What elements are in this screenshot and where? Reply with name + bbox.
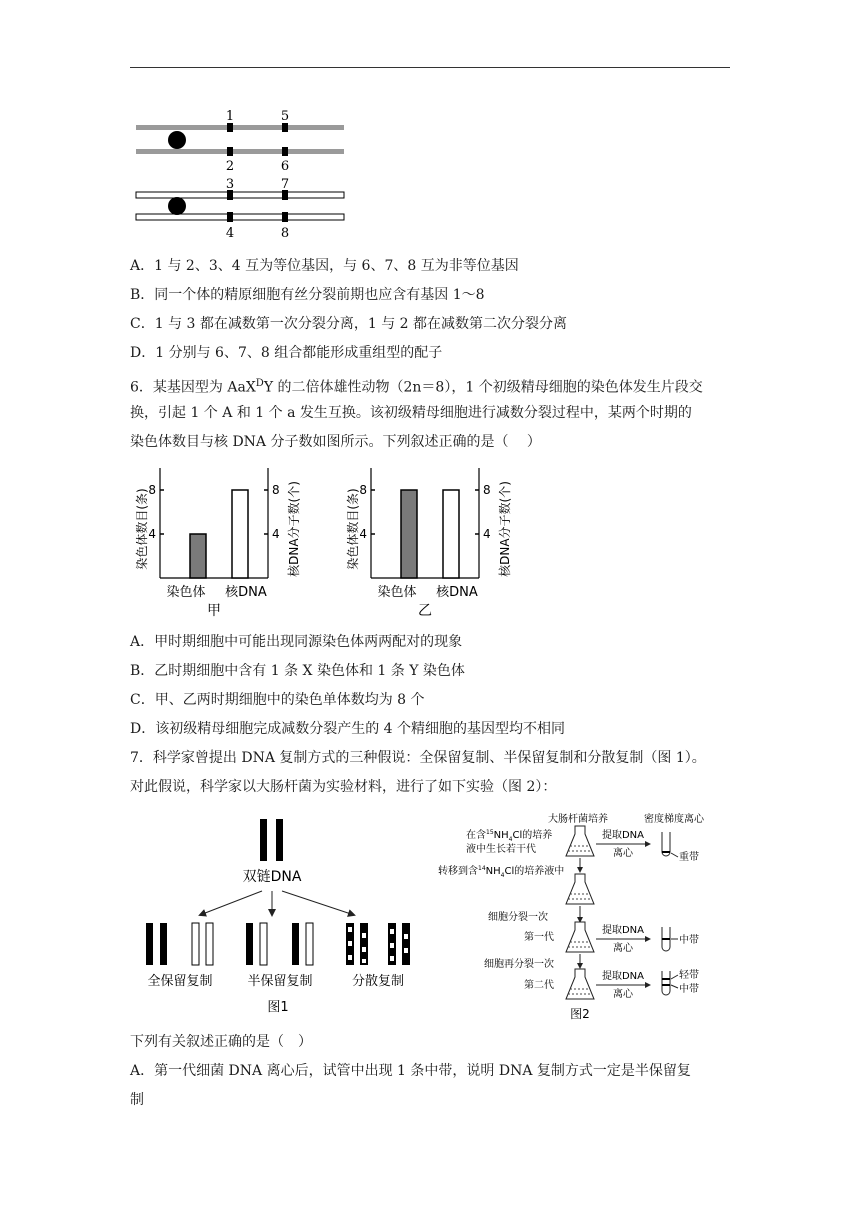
right-tick-label: 4 xyxy=(483,527,491,541)
gene-label-2: 2 xyxy=(225,159,235,174)
extract-label-2: 提取DNA xyxy=(601,925,645,936)
gene-label-3: 3 xyxy=(225,177,235,192)
q6-stem-line3: 染色体数目与核 DNA 分子数如图所示。下列叙述正确的是（ ） xyxy=(130,434,541,450)
bar-nuclear-dna xyxy=(232,490,248,578)
bar-chromosome xyxy=(401,490,417,578)
gene-label-4: 4 xyxy=(225,226,235,240)
q6-stem-line2: 换，引起 1 个 A 和 1 个 a 发生互换。该初级精母细胞进行减数分裂过程中，某两个时期的 xyxy=(130,405,692,421)
chart-title: 乙 xyxy=(418,603,432,619)
gene-label-7: 7 xyxy=(280,177,290,192)
figure-2-experiment xyxy=(438,808,728,1024)
figure-2-caption: 图2 xyxy=(570,1007,590,1021)
middle-band-label-2: 中带 xyxy=(679,984,699,995)
category-label: 核DNA xyxy=(225,585,267,600)
chart-title: 甲 xyxy=(207,603,221,619)
bar-chart-yi xyxy=(343,460,523,620)
extract-label-3: 提取DNA xyxy=(601,971,645,982)
right-axis-label: 核DNA分子数(个) xyxy=(287,481,301,577)
left-tick-label: 8 xyxy=(148,483,156,497)
gene-label-8: 8 xyxy=(280,226,290,240)
centrifuge-label-1: 离心 xyxy=(613,848,633,859)
row1-label-b: 液中生长若干代 xyxy=(466,844,536,855)
right-tick-label: 8 xyxy=(272,483,280,497)
left-axis-label: 染色体数目(条) xyxy=(346,488,360,570)
gene-label-6: 6 xyxy=(280,159,290,174)
figure-1-caption: 图1 xyxy=(267,1000,289,1015)
gene-label-1: 1 xyxy=(225,109,235,124)
chromosome-figure xyxy=(132,106,348,240)
right-tick-label: 8 xyxy=(483,483,491,497)
left-tick-label: 4 xyxy=(359,527,367,541)
right-axis-label: 核DNA分子数(个) xyxy=(498,481,512,577)
dispersive-label: 分散复制 xyxy=(351,974,405,989)
q5-option-b: B．同一个体的精原细胞有丝分裂前期也应含有基因 1～8 xyxy=(130,287,485,303)
centrifuge-label-2: 离心 xyxy=(613,943,633,954)
gene-label-5: 5 xyxy=(280,109,290,124)
centrifuge-label-3: 离心 xyxy=(613,989,633,1000)
left-axis-label: 染色体数目(条) xyxy=(135,488,149,570)
extract-label-1: 提取DNA xyxy=(601,830,645,841)
generation-1-label: 第一代 xyxy=(524,932,554,943)
q7-option-a-line1: A．第一代细菌 DNA 离心后，试管中出现 1 条中带，说明 DNA 复制方式一定是半保留复 xyxy=(130,1063,691,1079)
q5-option-a: A．1 与 2、3、4 互为等位基因，与 6、7、8 互为非等位基因 xyxy=(130,258,519,274)
header-centrifuge: 密度梯度离心 xyxy=(644,814,704,825)
q6-option-d: D．该初级精母细胞完成减数分裂产生的 4 个精细胞的基因型均不相同 xyxy=(130,721,566,737)
bar-chromosome xyxy=(190,534,206,578)
left-tick-label: 4 xyxy=(148,527,156,541)
right-tick-label: 4 xyxy=(272,527,280,541)
left-tick-label: 8 xyxy=(359,483,367,497)
divide-once-label: 细胞分裂一次 xyxy=(488,912,548,923)
divide-again-label: 细胞再分裂一次 xyxy=(484,959,554,970)
double-strand-dna-label: 双链DNA xyxy=(242,869,302,885)
header-rule xyxy=(130,67,730,68)
q6-option-b: B．乙时期细胞中含有 1 条 X 染色体和 1 条 Y 染色体 xyxy=(130,663,465,679)
semiconservative-label: 半保留复制 xyxy=(247,974,313,989)
middle-band-label-1: 中带 xyxy=(679,935,699,946)
category-label: 染色体 xyxy=(166,585,206,600)
q7-stem-line1: 7．科学家曾提出 DNA 复制方式的三种假说：全保留复制、半保留复制和分散复制（图 1）。 xyxy=(130,750,706,766)
row1-label-a: 在含$^{15}NH_4Cl$的培养 xyxy=(466,829,553,843)
q6-stem-line1: 6．某基因型为 AaX$^D$Y 的二倍体雄性动物（2n＝8），1 个初级精母细胞的染色体发生片段交 xyxy=(130,378,703,396)
q5-option-d: D．1 分别与 6、7、8 组合都能形成重组型的配子 xyxy=(130,345,443,361)
category-label: 核DNA xyxy=(436,585,478,600)
light-band-label: 轻带 xyxy=(679,970,699,981)
header-culture: 大肠杆菌培养 xyxy=(548,814,608,825)
conservative-label: 全保留复制 xyxy=(147,974,213,989)
transfer-label: 转移到含$^{14}NH_4Cl$的培养液中 xyxy=(438,865,565,879)
figure-1-dna-replication-models xyxy=(132,815,422,1020)
heavy-band-label: 重带 xyxy=(679,852,699,863)
q7-stem-line2: 对此假说，科学家以大肠杆菌为实验材料，进行了如下实验（图 2）： xyxy=(130,779,557,795)
bar-chart-jia xyxy=(132,460,312,620)
generation-2-label: 第二代 xyxy=(524,980,554,991)
category-label: 染色体 xyxy=(377,585,417,600)
q7-question: 下列有关叙述正确的是（ ） xyxy=(130,1034,312,1050)
bar-nuclear-dna xyxy=(443,490,459,578)
q7-option-a-line2: 制 xyxy=(130,1092,144,1108)
q5-option-c: C．1 与 3 都在减数第一次分裂分离，1 与 2 都在减数第二次分裂分离 xyxy=(130,316,568,332)
q6-option-c: C．甲、乙两时期细胞中的染色单体数均为 8 个 xyxy=(130,692,425,708)
q6-option-a: A．甲时期细胞中可能出现同源染色体两两配对的现象 xyxy=(130,634,463,650)
